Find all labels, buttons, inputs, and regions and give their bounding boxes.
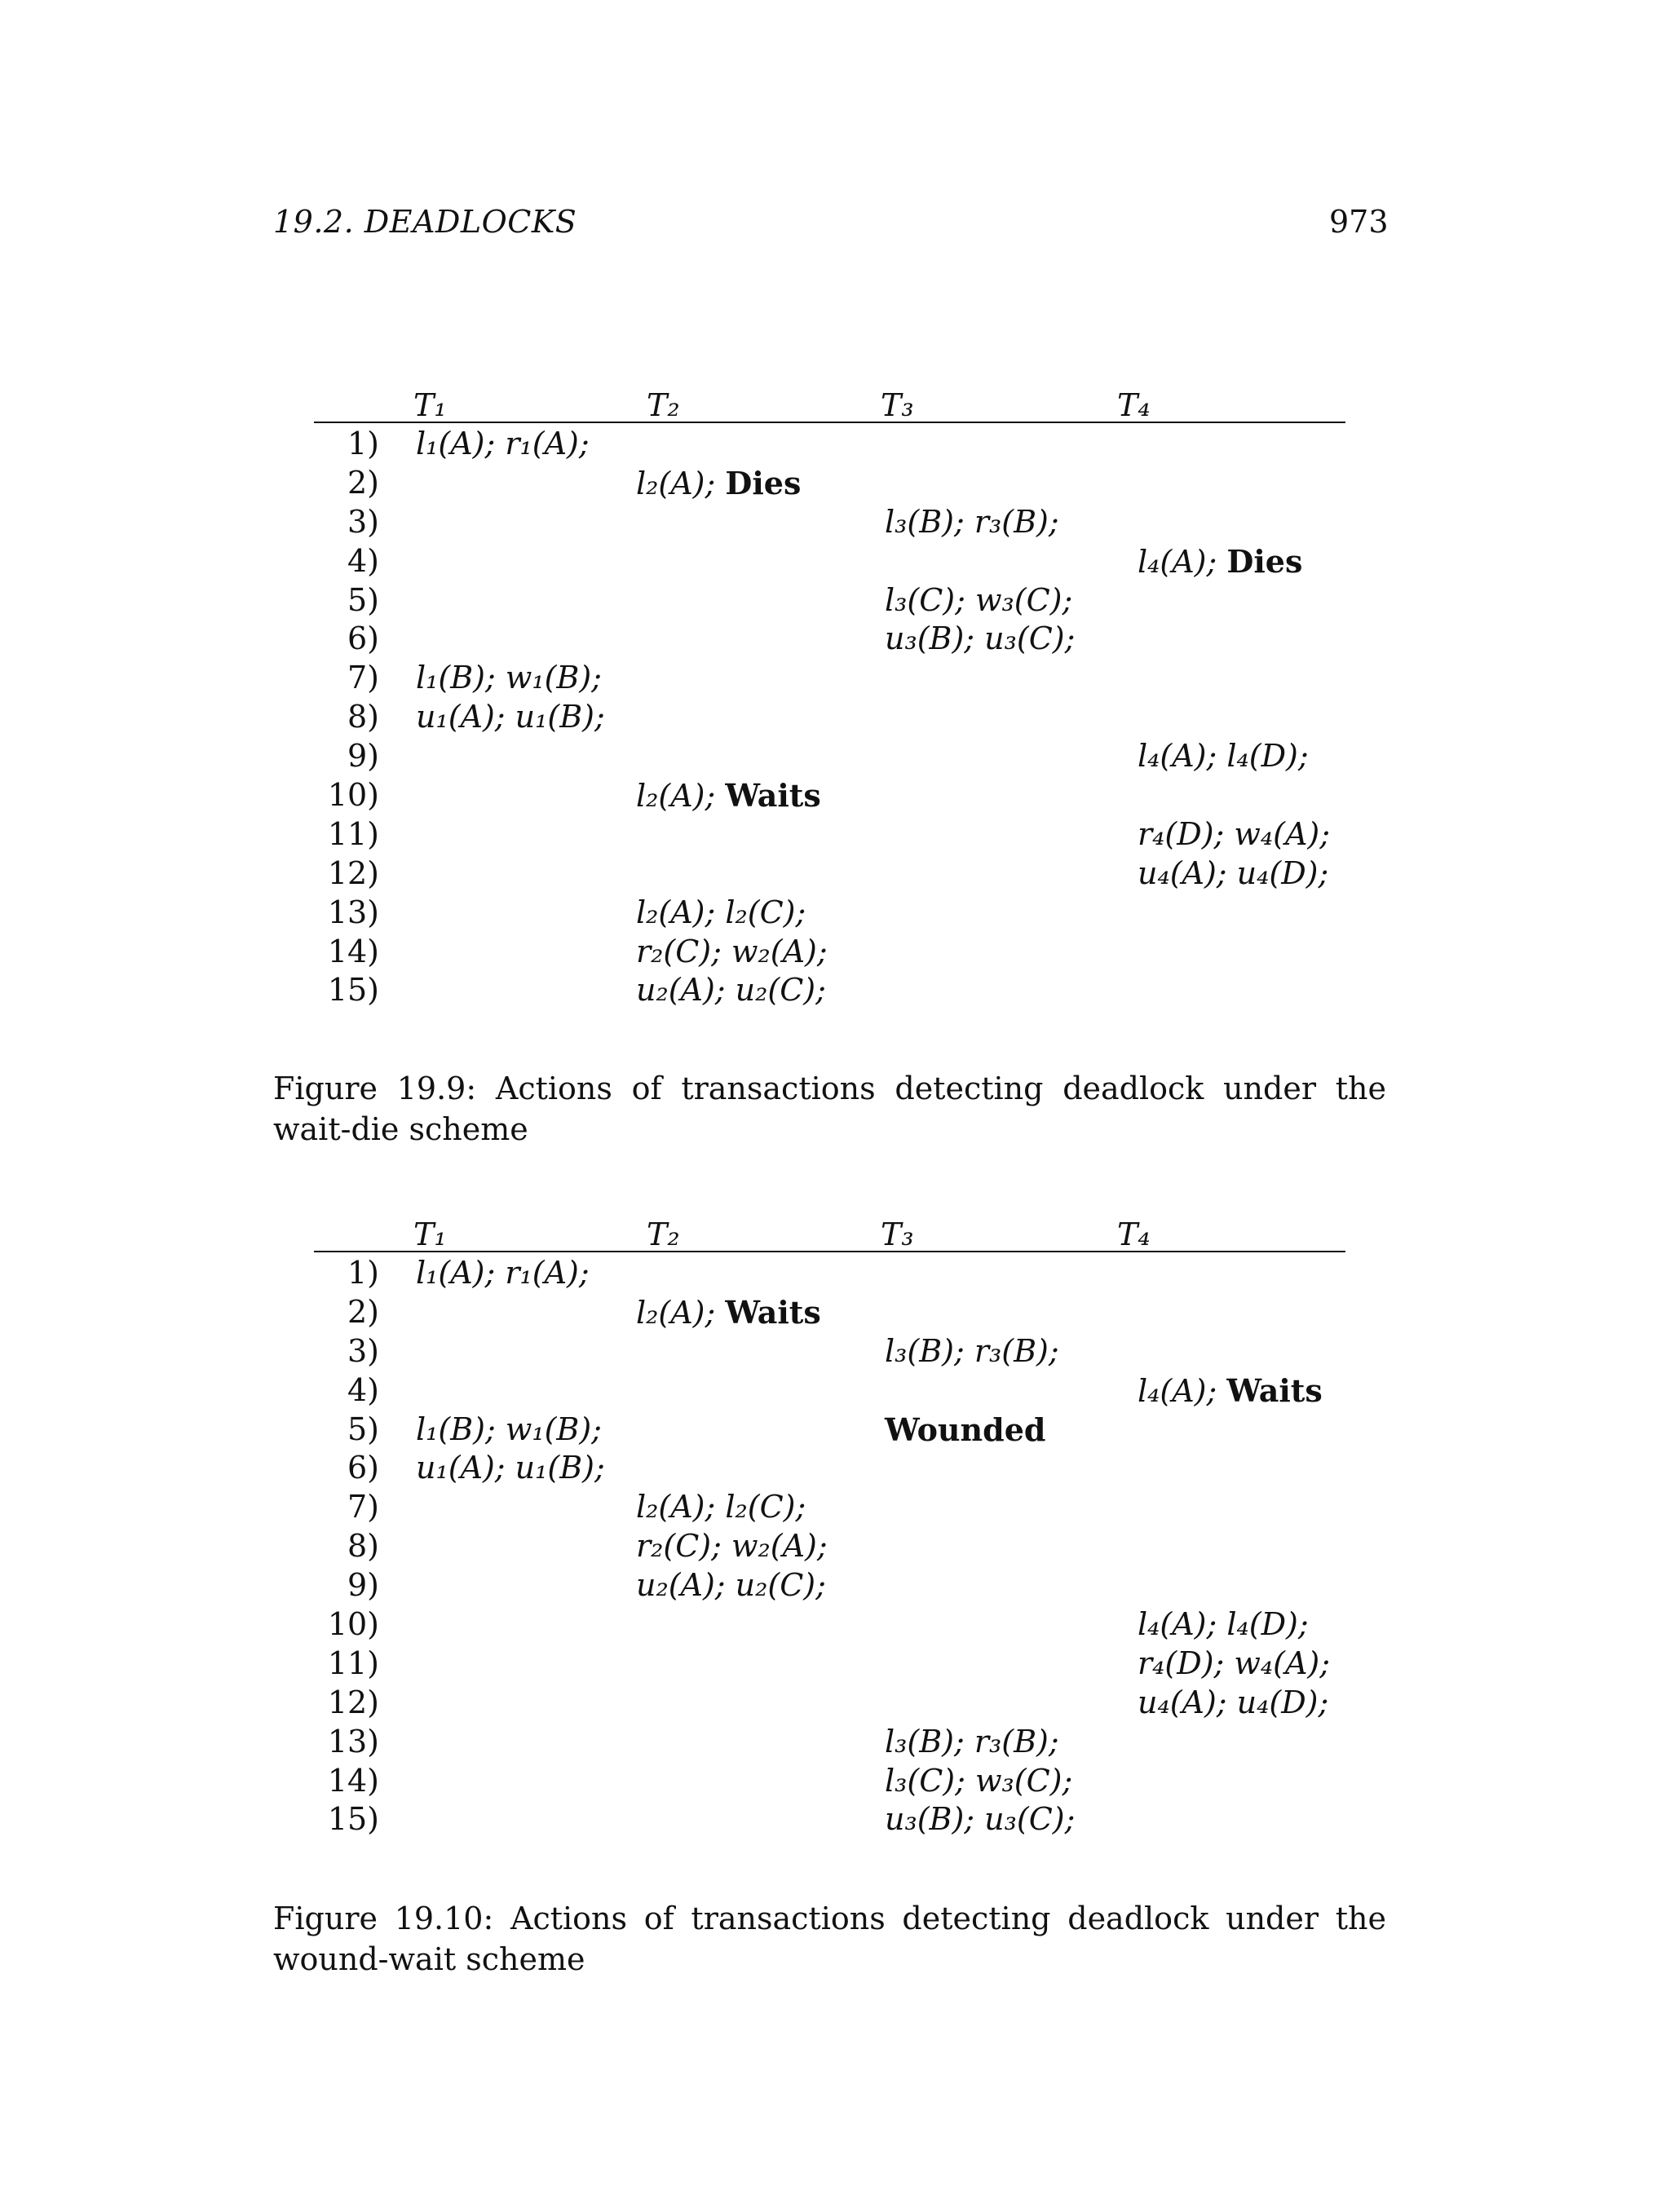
running-head [0, 204, 1670, 253]
figure-19-10-table [314, 1216, 1345, 1839]
table-row [314, 1645, 1345, 1684]
step-number: 15) [327, 1801, 379, 1838]
table-header [314, 387, 1345, 423]
column-header-t1: T₁ [413, 1216, 447, 1252]
step-number: 3) [347, 1332, 379, 1369]
table-row [314, 933, 1345, 972]
action-cell-t3: l₃(C); w₃(C); [885, 1762, 1073, 1799]
action-cell-t2: r₂(C); w₂(A); [636, 933, 828, 969]
action-cell-t1: l₁(B); w₁(B); [416, 1411, 602, 1447]
table-row [314, 815, 1345, 854]
step-number: 13) [327, 894, 379, 930]
action-cell-t1: u₁(A); u₁(B); [416, 699, 605, 735]
action-cell-t2: l₂(A); Waits [636, 1293, 821, 1331]
step-number: 1) [347, 426, 379, 461]
table-body [314, 1252, 1345, 1839]
step-number: 10) [327, 777, 379, 814]
table-row [314, 776, 1345, 815]
table-row [314, 1371, 1345, 1411]
step-number: 4) [347, 542, 379, 579]
step-number: 5) [347, 581, 379, 618]
figure-19-9-table [314, 387, 1345, 1010]
figure-19-9-caption: Figure 19.9: Actions of transactions detecting deadlock under the wait-die scheme [273, 1071, 1386, 1147]
action-cell-t2: l₂(A); Waits [636, 777, 821, 815]
table-row [314, 581, 1345, 620]
column-header-t3: T₃ [881, 387, 914, 423]
step-number: 14) [327, 933, 379, 969]
figure-19-10-caption: Figure 19.10: Actions of transactions detecting deadlock under the wound-wait scheme [273, 1901, 1386, 1977]
table-row [314, 503, 1345, 542]
action-cell-t1: l₁(B); w₁(B); [416, 660, 602, 696]
action-cell-t2: l₂(A); l₂(C); [636, 1489, 806, 1525]
action-cell-t4: l₄(A); Waits [1138, 1371, 1323, 1409]
step-number: 6) [347, 620, 379, 657]
action-cell-t3: Wounded [885, 1411, 1046, 1448]
table-row [314, 1723, 1345, 1762]
action-cell-t1: l₁(A); r₁(A); [416, 426, 590, 461]
step-number: 9) [347, 738, 379, 775]
table-header [314, 1216, 1345, 1252]
action-cell-t3: u₃(B); u₃(C); [885, 1801, 1076, 1838]
table-row [314, 542, 1345, 581]
table-row [314, 1254, 1345, 1293]
step-number: 15) [327, 972, 379, 1009]
table-row [314, 1293, 1345, 1332]
action-cell-t3: l₃(B); r₃(B); [885, 503, 1059, 540]
table-row [314, 1762, 1345, 1801]
table-row [314, 1527, 1345, 1566]
table-row [314, 659, 1345, 698]
table-row [314, 854, 1345, 894]
action-cell-t3: l₃(C); w₃(C); [885, 581, 1073, 618]
step-number: 2) [347, 464, 379, 501]
table-row [314, 1605, 1345, 1645]
column-header-t4: T₄ [1117, 387, 1151, 423]
running-title: 19.2. DEADLOCKS [273, 204, 577, 240]
column-header-t2: T₂ [647, 387, 680, 423]
step-number: 1) [347, 1255, 379, 1291]
step-number: 5) [347, 1411, 379, 1447]
step-number: 9) [347, 1567, 379, 1604]
action-cell-t4: r₄(D); w₄(A); [1138, 1645, 1331, 1681]
step-number: 8) [347, 699, 379, 735]
action-cell-t2: u₂(A); u₂(C); [636, 1567, 826, 1604]
column-header-t3: T₃ [881, 1216, 914, 1252]
table-row [314, 1411, 1345, 1450]
action-cell-t4: l₄(A); Dies [1138, 542, 1303, 580]
step-number: 10) [327, 1606, 379, 1643]
step-number: 2) [347, 1293, 379, 1330]
column-header-t2: T₂ [647, 1216, 680, 1252]
table-row [314, 620, 1345, 659]
table-row [314, 737, 1345, 776]
step-number: 6) [347, 1450, 379, 1486]
step-number: 11) [327, 1645, 379, 1681]
table-row [314, 1566, 1345, 1605]
table-body [314, 423, 1345, 1010]
action-cell-t4: u₄(A); u₄(D); [1138, 1684, 1329, 1720]
action-cell-t4: l₄(A); l₄(D); [1138, 738, 1309, 775]
action-cell-t4: r₄(D); w₄(A); [1138, 815, 1331, 852]
action-cell-t3: l₃(B); r₃(B); [885, 1332, 1059, 1369]
step-number: 12) [327, 854, 379, 891]
table-row [314, 894, 1345, 933]
step-number: 8) [347, 1528, 379, 1565]
action-cell-t3: u₃(B); u₃(C); [885, 620, 1076, 657]
action-cell-t2: r₂(C); w₂(A); [636, 1528, 828, 1565]
action-cell-t3: l₃(B); r₃(B); [885, 1723, 1059, 1759]
table-row [314, 1800, 1345, 1839]
table-row [314, 1332, 1345, 1371]
action-cell-t4: u₄(A); u₄(D); [1138, 854, 1329, 891]
table-row [314, 971, 1345, 1010]
column-header-t1: T₁ [413, 387, 447, 423]
step-number: 4) [347, 1371, 379, 1408]
step-number: 14) [327, 1762, 379, 1799]
action-cell-t4: l₄(A); l₄(D); [1138, 1606, 1309, 1643]
column-header-t4: T₄ [1117, 1216, 1151, 1252]
action-cell-t2: l₂(A); l₂(C); [636, 894, 806, 930]
table-row [314, 1488, 1345, 1527]
action-cell-t1: u₁(A); u₁(B); [416, 1450, 605, 1486]
action-cell-t2: l₂(A); Dies [636, 464, 802, 501]
step-number: 7) [347, 1489, 379, 1525]
step-number: 11) [327, 815, 379, 852]
step-number: 7) [347, 660, 379, 696]
table-row [314, 464, 1345, 503]
action-cell-t1: l₁(A); r₁(A); [416, 1255, 590, 1291]
table-row [314, 425, 1345, 464]
step-number: 3) [347, 503, 379, 540]
table-row [314, 1449, 1345, 1488]
table-row [314, 1684, 1345, 1723]
step-number: 13) [327, 1723, 379, 1759]
action-cell-t2: u₂(A); u₂(C); [636, 972, 826, 1009]
page-number: 973 [1329, 204, 1389, 240]
table-row [314, 698, 1345, 737]
step-number: 12) [327, 1684, 379, 1720]
